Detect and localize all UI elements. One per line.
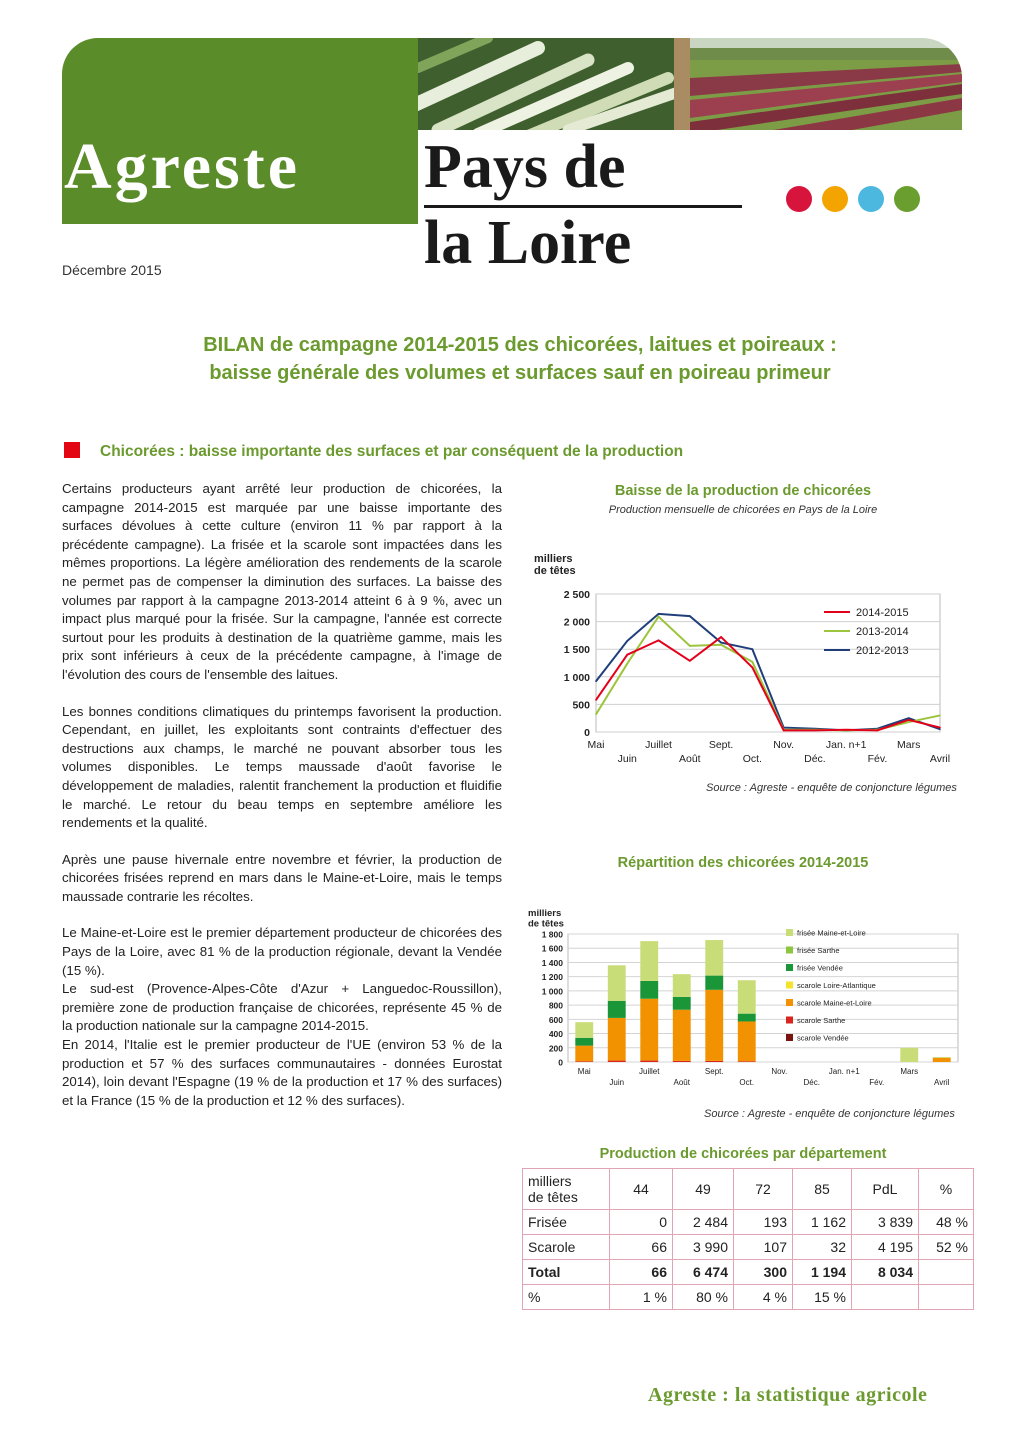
bar-chart-xtick: Avril <box>934 1078 950 1087</box>
bar-segment-scarole-Sarthe <box>640 1061 658 1062</box>
footer-tagline: Agreste : la statistique agricole <box>648 1384 928 1406</box>
bar-chart-xtick: Fév. <box>869 1078 885 1087</box>
line-point-2013-2014 <box>626 663 628 665</box>
line-point-2013-2014 <box>752 661 754 663</box>
bar-legend-label: frisée Sarthe <box>797 946 840 955</box>
bar-segment-frisée-Maine-et-Loire <box>673 974 691 997</box>
bar-chart-ytick: 400 <box>548 1029 563 1040</box>
table-cell: 80 % <box>673 1285 734 1310</box>
bar-segment-scarole-Maine-et-Loire <box>608 1018 626 1061</box>
bar-segment-frisée-Maine-et-Loire <box>575 1022 593 1038</box>
bar-chart-xtick: Mai <box>577 1067 591 1076</box>
bar-legend-swatch <box>786 964 793 971</box>
bar-segment-frisée-Vendée <box>673 997 691 1010</box>
bar-segment-frisée-Maine-et-Loire <box>705 940 723 976</box>
line-point-2014-2015 <box>752 667 754 669</box>
bar-legend-swatch <box>786 929 793 936</box>
leek-photo <box>418 38 690 130</box>
paragraph: Les bonnes conditions climatiques du printemps favorisent la production. Cependant, en juillet, les exploitants sont contraints d'effectuer des destructions aux champs, le marché ne pouvant absorber tous les volumes disponibles. Le temps maussade d'août favorise le développement de maladies, ralentit franchement la production et fluidifie le marché. Le retour du beau temps en septembre améliore les rendements et la qualité. <box>62 703 502 831</box>
line-chart-xtick: Mars <box>897 739 921 751</box>
bar-legend-label: scarole Sarthe <box>797 1016 846 1025</box>
bar-segment-scarole-Sarthe <box>705 1061 723 1062</box>
bar-segment-frisée-Maine-et-Loire <box>608 965 626 1001</box>
line-chart-source: Source : Agreste - enquête de conjoncture légumes <box>706 782 957 794</box>
line-chart-ylabel: milliers de têtes <box>534 553 576 577</box>
line-point-2012-2013 <box>908 717 910 719</box>
bar-legend-label: scarole Maine-et-Loire <box>797 998 872 1008</box>
bar-segment-frisée-Maine-et-Loire <box>900 1048 918 1062</box>
line-point-2012-2013 <box>752 648 754 650</box>
line-point-2013-2014 <box>595 714 597 716</box>
line-legend-label: 2014-2015 <box>856 607 909 619</box>
bar-chart-ytick: 0 <box>558 1057 563 1068</box>
bar-chart-xtick: Déc. <box>803 1078 820 1087</box>
bar-chart-ytick: 800 <box>548 1000 563 1011</box>
paragraph: En 2014, l'Italie est le premier producteur de l'UE (environ 53 % de la production et 57 % des surfaces communautaires - données Eurostat 2014), loin devant l'Espagne (19 % de la production et 17 % des surfaces) et la France (15 % de la production et 12 % des surfaces). <box>62 1037 502 1108</box>
bar-chart-xtick: Jan. n+1 <box>828 1067 860 1076</box>
line-point-2014-2015 <box>814 730 816 732</box>
article-body <box>62 480 502 1110</box>
line-point-2013-2014 <box>720 644 722 646</box>
table-row <box>523 1235 974 1260</box>
line-point-2012-2013 <box>626 640 628 642</box>
decor-dot-green <box>894 186 920 212</box>
bar-legend-label: frisée Vendée <box>797 963 843 973</box>
table-row <box>523 1260 974 1285</box>
bar-chart-xtick: Nov. <box>771 1067 788 1076</box>
paragraph: Après une pause hivernale entre novembre et février, la production de chicorées frisées reprend en mars dans le Maine-et-Loire, mais le temps maussade contrarie les récoltes. <box>62 851 502 904</box>
region-title-rule <box>424 205 742 208</box>
bar-chart-title: Répartition des chicorées 2014-2015 <box>617 855 869 871</box>
table-header-cell: 44 <box>610 1169 673 1210</box>
section-heading: Chicorées : baisse importante des surfaces et par conséquent de la production <box>100 443 684 460</box>
table-cell: 48 % <box>919 1210 974 1235</box>
line-point-2013-2014 <box>939 715 941 717</box>
bar-segment-frisée-Vendée <box>705 976 723 990</box>
bar-chart-ytick: 1 400 <box>541 957 563 968</box>
table-cell <box>919 1260 974 1285</box>
bar-chart-ytick: 1 000 <box>541 986 563 997</box>
bar-segment-frisée-Vendée <box>738 1014 756 1022</box>
line-chart-subtitle: Production mensuelle de chicorées en Pays de la Loire <box>608 504 878 516</box>
table-cell: Scarole <box>523 1235 610 1260</box>
line-point-2013-2014 <box>658 616 660 618</box>
table-header-row <box>523 1169 974 1210</box>
line-chart-xtick: Jan. n+1 <box>825 739 867 751</box>
bar-legend-swatch <box>786 1017 793 1024</box>
bar-segment-scarole-Sarthe <box>575 1061 593 1062</box>
table-header-cell: 72 <box>734 1169 793 1210</box>
table-cell: 193 <box>734 1210 793 1235</box>
section-bullet-icon <box>64 442 80 458</box>
line-point-2013-2014 <box>908 721 910 723</box>
line-chart-ytick: 2 000 <box>563 616 590 629</box>
line-chart-title: Baisse de la production de chicorées <box>614 483 872 499</box>
table-cell <box>852 1285 919 1310</box>
bar-legend-swatch <box>786 1034 793 1041</box>
table-cell: 66 <box>610 1235 673 1260</box>
bar-segment-scarole-Maine-et-Loire <box>673 1010 691 1061</box>
table-cell: 1 162 <box>793 1210 852 1235</box>
paragraph: Certains producteurs ayant arrêté leur production de chicorées, la campagne 2014-2015 est marquée par une baisse importante des surfaces dévolues à cette culture (environ 11 % par rapport à la précédente campagne). La frisée et la scarole sont impactées dans les mêmes proportions. La légère amélioration des rendements de la scarole ne permet pas de compenser la diminution des surfaces. La baisse des volumes par rapport à la campagne 2013-2014 atteint 6 à 9 %, avec un impact plus marqué pour la frisée. Sur la campagne, l'année est correcte surtout pour les produits à destination de la quatrième gamme, mais les prix sont inférieurs à ceux de la précédente campagne, à l'image de l'évolution des cours de l'ensemble des laitues. <box>62 481 502 682</box>
line-chart-xtick: Nov. <box>773 739 795 751</box>
decor-dot-orange <box>822 186 848 212</box>
bar-chart-xtick: Juin <box>609 1078 625 1087</box>
table-cell: 6 474 <box>673 1260 734 1285</box>
line-point-2012-2013 <box>720 642 722 644</box>
bar-legend-label: scarole Loire-Atlantique <box>797 981 876 990</box>
decor-dot-red <box>786 186 812 212</box>
line-chart-xtick: Juillet <box>645 739 672 751</box>
bar-chart-xtick: Oct. <box>739 1078 755 1087</box>
line-legend-label: 2013-2014 <box>856 626 909 638</box>
table-cell: 66 <box>610 1260 673 1285</box>
line-point-2012-2013 <box>689 615 691 617</box>
production-table <box>522 1168 974 1310</box>
line-chart-xtick: Août <box>679 753 701 765</box>
line-legend-label: 2012-2013 <box>856 645 909 657</box>
bar-chart-ytick: 1 600 <box>541 943 563 954</box>
table-cell: 4 % <box>734 1285 793 1310</box>
decor-dot-blue <box>858 186 884 212</box>
bar-segment-scarole-Maine-et-Loire <box>575 1046 593 1062</box>
bar-legend-swatch <box>786 947 793 954</box>
table-title: Production de chicorées par département <box>599 1146 887 1162</box>
table-cell: 107 <box>734 1235 793 1260</box>
table-row <box>523 1210 974 1235</box>
brand-logo-text: Agreste <box>64 130 301 203</box>
line-point-2014-2015 <box>720 636 722 638</box>
region-title-line1: Pays de <box>424 133 626 201</box>
line-point-2012-2013 <box>939 728 941 730</box>
line-point-2012-2013 <box>658 613 660 615</box>
publication-date: Décembre 2015 <box>62 262 162 278</box>
bar-chart-source: Source : Agreste - enquête de conjoncture légumes <box>704 1108 955 1120</box>
table-header-cell: 85 <box>793 1169 852 1210</box>
line-point-2014-2015 <box>626 654 628 656</box>
line-point-2014-2015 <box>783 730 785 732</box>
line-chart-ytick: 1 000 <box>563 671 590 684</box>
page-title-line1: BILAN de campagne 2014-2015 des chicorées, laitues et poireaux : <box>203 334 837 356</box>
production-table-wrap <box>522 1168 974 1310</box>
line-chart-xtick: Mai <box>587 739 605 751</box>
line-point-2012-2013 <box>595 680 597 682</box>
table-cell: 15 % <box>793 1285 852 1310</box>
bar-chart-xtick: Juillet <box>639 1067 660 1076</box>
table-header-cell: % <box>919 1169 974 1210</box>
bar-segment-scarole-Sarthe <box>673 1061 691 1062</box>
bar-chart-xtick: Août <box>673 1078 690 1087</box>
line-point-2014-2015 <box>908 719 910 721</box>
line-point-2014-2015 <box>658 640 660 642</box>
bar-legend-swatch <box>786 982 793 989</box>
bar-segment-frisée-Vendée <box>575 1038 593 1046</box>
table-cell: 52 % <box>919 1235 974 1260</box>
bar-chart-ylabel: milliers de têtes <box>528 908 564 930</box>
table-cell: 0 <box>610 1210 673 1235</box>
bar-chart-xtick: Sept. <box>704 1067 724 1076</box>
line-chart-xtick: Oct. <box>742 753 762 765</box>
line-point-2014-2015 <box>845 729 847 731</box>
line-point-2014-2015 <box>877 730 879 732</box>
bar-legend-swatch <box>786 999 793 1006</box>
bar-segment-frisée-Maine-et-Loire <box>738 980 756 1013</box>
table-cell: 2 484 <box>673 1210 734 1235</box>
bar-segment-scarole-Maine-et-Loire <box>933 1058 951 1062</box>
paragraph: Le Maine-et-Loire est le premier département producteur de chicorées des Pays de la Loire, avec 81 % de la production régionale, devant la Vendée (15 %). <box>62 925 502 978</box>
line-chart-ytick: 0 <box>584 727 590 739</box>
line-point-2014-2015 <box>939 727 941 729</box>
table-header-cell: milliers de têtes <box>523 1169 610 1210</box>
bar-chart-ytick: 200 <box>548 1043 563 1054</box>
line-chart-ytick: 2 500 <box>563 589 590 601</box>
table-header-cell: 49 <box>673 1169 734 1210</box>
bar-chart-ytick: 600 <box>548 1014 563 1025</box>
table-cell: 4 195 <box>852 1235 919 1260</box>
bar-legend-label: frisée Maine-et-Loire <box>797 928 866 938</box>
table-cell: Frisée <box>523 1210 610 1235</box>
page-title-line2: baisse générale des volumes et surfaces sauf en poireau primeur <box>209 362 831 384</box>
bar-segment-frisée-Vendée <box>640 981 658 999</box>
table-cell: 3 839 <box>852 1210 919 1235</box>
region-title-line2: la Loire <box>424 209 632 277</box>
line-chart-xtick: Avril <box>929 753 951 765</box>
line-chart-xtick: Sept. <box>708 739 734 751</box>
table-cell: 3 990 <box>673 1235 734 1260</box>
table-cell: Total <box>523 1260 610 1285</box>
bar-chart <box>520 904 968 1094</box>
table-cell: 1 194 <box>793 1260 852 1285</box>
bar-segment-frisée-Vendée <box>608 1001 626 1018</box>
line-point-2014-2015 <box>595 699 597 701</box>
bar-segment-frisée-Maine-et-Loire <box>933 1057 951 1058</box>
bar-segment-scarole-Maine-et-Loire <box>640 999 658 1061</box>
line-chart-xtick: Fév. <box>867 753 888 765</box>
paragraph: Le sud-est (Provence-Alpes-Côte d'Azur + Languedoc-Roussillon), première zone de production française de chicorées, représente 45 % de la production nationale sur la campagne 2014-2015. <box>62 981 502 1034</box>
field-photo <box>690 38 962 130</box>
line-chart-xtick: Juin <box>617 753 637 765</box>
bar-segment-scarole-Sarthe <box>738 1061 756 1062</box>
line-chart-ytick: 500 <box>572 699 590 712</box>
line-point-2014-2015 <box>689 660 691 662</box>
table-cell: 1 % <box>610 1285 673 1310</box>
line-point-2013-2014 <box>689 645 691 647</box>
table-cell: 8 034 <box>852 1260 919 1285</box>
line-chart <box>520 548 968 770</box>
table-cell: % <box>523 1285 610 1310</box>
bar-segment-scarole-Sarthe <box>608 1061 626 1062</box>
table-cell <box>919 1285 974 1310</box>
bar-segment-frisée-Maine-et-Loire <box>640 941 658 981</box>
bar-chart-ytick: 1 800 <box>541 929 563 940</box>
bar-segment-scarole-Maine-et-Loire <box>705 990 723 1061</box>
table-header-cell: PdL <box>852 1169 919 1210</box>
bar-chart-ytick: 1 200 <box>541 972 563 983</box>
table-cell: 32 <box>793 1235 852 1260</box>
bar-chart-plot-frame <box>568 934 958 1062</box>
table-cell: 300 <box>734 1260 793 1285</box>
bar-legend-label: scarole Vendée <box>797 1033 849 1043</box>
table-row <box>523 1285 974 1310</box>
bar-chart-xtick: Mars <box>900 1067 919 1076</box>
line-chart-xtick: Déc. <box>804 753 826 765</box>
bar-segment-scarole-Maine-et-Loire <box>738 1021 756 1061</box>
line-chart-ytick: 1 500 <box>563 644 590 657</box>
